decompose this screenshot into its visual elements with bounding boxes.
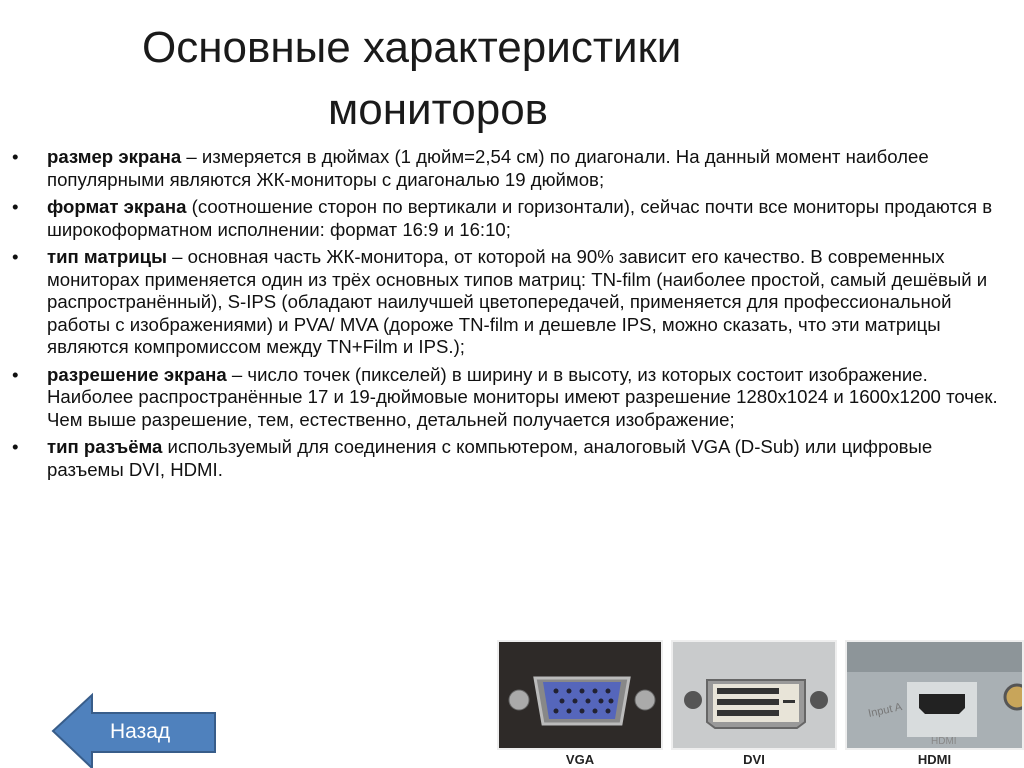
dvi-port-icon bbox=[673, 642, 837, 750]
bullet-text: – основная часть ЖК-монитора, от которой на 90% зависит его качество. В современных мониторах применяется один из трёх основных типов матриц: TN-film (наиболее простой, самый дешёвый и распространённый), S-IPS (обладают наилучшей цветопередачей, применяется для профессиональной работы с изображениями) и PVA/ MVA (дороже TN-film и дешевле IPS, можно сказать, что эти матрицы являются компромиссом между TN+Film и IPS.); bbox=[47, 246, 988, 357]
dvi-caption: DVI bbox=[743, 752, 765, 767]
title-line-2: мониторов bbox=[328, 85, 549, 134]
vga-caption: VGA bbox=[565, 752, 595, 767]
connector-photos bbox=[493, 638, 1024, 767]
bullet-heading: формат экрана bbox=[47, 196, 187, 217]
bullet-heading: размер экрана bbox=[47, 146, 182, 167]
bullet-list bbox=[12, 146, 1012, 486]
bullet-matrix-type bbox=[12, 246, 1012, 359]
bullet-heading: тип матрицы bbox=[47, 246, 167, 267]
bullet-screen-format bbox=[12, 196, 1012, 241]
bullet-connector-type bbox=[12, 436, 1012, 481]
hdmi-panel-label: HDMI bbox=[931, 736, 957, 747]
bullet-text: – число точек (пикселей) в ширину и в высоту, из которых состоит изображение. Наиболее распространённые 17 и 19-дюймовые мониторы имеют разрешение 1280x1024 и 1600x1200 точек. Чем выше разрешение, тем, естественно, детальней получается изображение; bbox=[47, 363, 998, 430]
hdmi-port-icon bbox=[847, 642, 1024, 750]
bullet-heading: разрешение экрана bbox=[47, 363, 227, 385]
dvi-photo bbox=[671, 640, 837, 750]
bullet-text: – измеряется в дюймах (1 дюйм=2,54 см) по диагонали. На данный момент наиболее популярными являются ЖК-мониторы с диагональю 19 дюймов; bbox=[47, 146, 929, 190]
back-button[interactable]: Назад bbox=[110, 720, 171, 743]
hdmi-caption: HDMI bbox=[917, 752, 952, 767]
title-line-1: Основные характеристики bbox=[142, 23, 682, 72]
hdmi-photo bbox=[845, 640, 1024, 750]
bullet-screen-size bbox=[12, 146, 1012, 191]
vga-photo bbox=[497, 640, 663, 750]
vga-port-icon bbox=[499, 642, 663, 750]
input-label: Input A bbox=[867, 701, 904, 720]
bullet-text: используемый для соединения с компьютером, аналоговый VGA (D-Sub) или цифровые разъемы DVI, HDMI. bbox=[47, 436, 933, 480]
bullet-resolution bbox=[12, 364, 1012, 432]
bullet-text: (соотношение сторон по вертикали и горизонтали), сейчас почти все мониторы продаются в широкоформатном исполнении: формат 16:9 и 16:10; bbox=[47, 196, 993, 240]
bullet-heading: тип разъёма bbox=[47, 436, 163, 457]
